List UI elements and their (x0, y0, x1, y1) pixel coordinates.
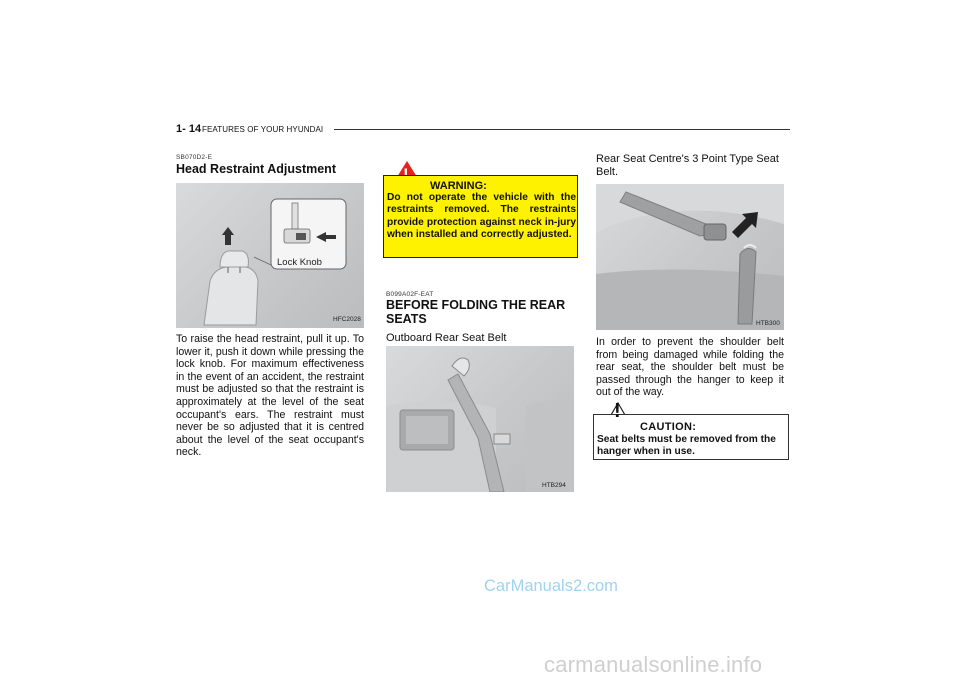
header-rule (334, 129, 790, 130)
head-restraint-illustration (176, 183, 364, 328)
right-body-text: In order to prevent the shoulder belt from being damaged while folding the rear seat, the shoulder belt must be passed through the hanger to keep it out of the way. (596, 336, 784, 399)
caution-text: Seat belts must be removed from the hanger when in use. (597, 434, 776, 458)
middle-heading-line2: SEATS (386, 312, 427, 326)
head-restraint-figure (176, 183, 364, 328)
warning-text: Do not operate the vehicle with the restraints removed. The restraints provide protection against neck in-jury when installed and correctly adjusted. (387, 192, 576, 241)
section-title: FEATURES OF YOUR HYUNDAI (202, 125, 324, 134)
centre-belt-illustration (596, 184, 784, 330)
outboard-belt-figure (386, 346, 574, 492)
centre-belt-figure (596, 184, 784, 330)
watermark-carmanuals2: CarManuals2.com (484, 577, 618, 595)
left-body-text: To raise the head restraint, pull it up. To lower it, push it down while pressing the lock knob. For maximum effectiveness in the event of an accident, the restraint must be adjusted so that the restraint is approximately at the level of the seat occupant's ears. The restraint must never be so adjusted that it is centred about the level of the seat occupant's neck. (176, 333, 364, 459)
middle-section-code: B099A02F-EAT (386, 291, 434, 298)
lock-knob-callout: Lock Knob (277, 257, 322, 268)
watermark-carmanualsonline: carmanualsonline.info (544, 652, 763, 677)
figure-id-hfc2028: HFC2028 (333, 316, 361, 323)
caution-box (593, 414, 789, 460)
caution-exclamation: ! (614, 400, 621, 422)
caution-title: CAUTION: (640, 421, 697, 433)
outboard-belt-illustration (386, 346, 574, 492)
outboard-subheading: Outboard Rear Seat Belt (386, 332, 507, 344)
centre-belt-subheading: Rear Seat Centre's 3 Point Type Seat Belt. (596, 153, 779, 178)
left-section-code: SB070D2-E (176, 154, 213, 161)
left-heading: Head Restraint Adjustment (176, 162, 336, 176)
page-header (176, 123, 788, 137)
middle-heading-line1: BEFORE FOLDING THE REAR (386, 298, 566, 312)
warning-box (383, 175, 578, 258)
figure-id-htb294: HTB294 (542, 482, 566, 489)
page-number: 1- 14 (176, 123, 202, 135)
warning-title: WARNING: (430, 180, 487, 192)
figure-id-htb300: HTB300 (756, 320, 780, 327)
